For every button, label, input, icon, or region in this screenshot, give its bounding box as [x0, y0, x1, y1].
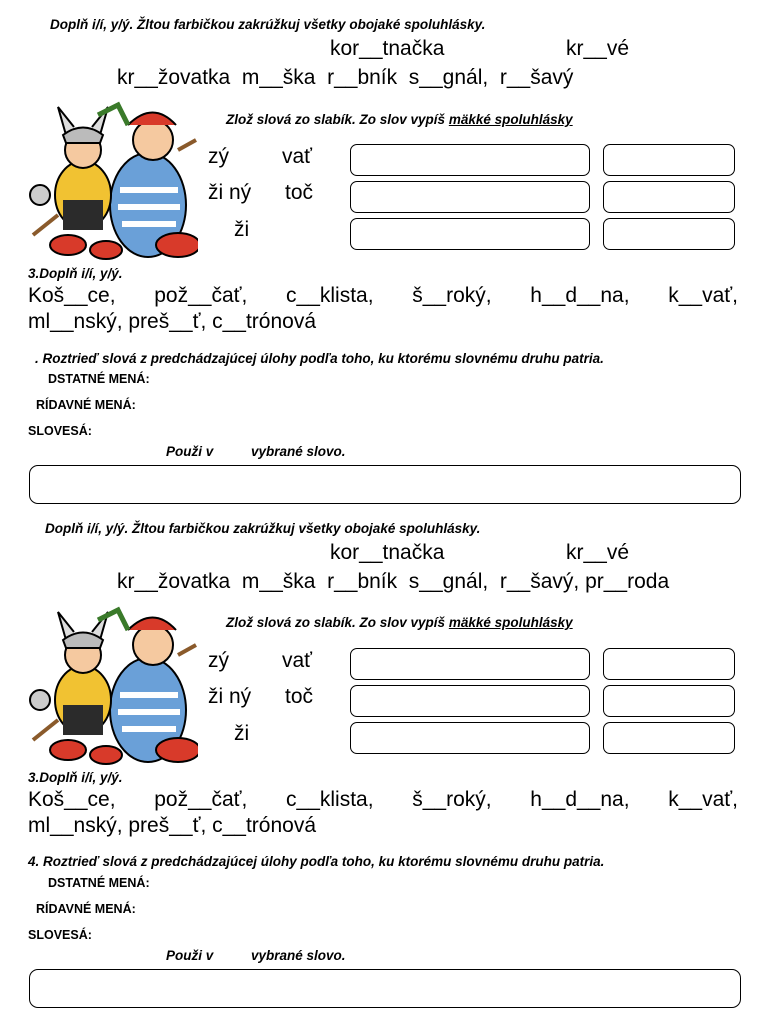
consonant-answer-box-2[interactable] [603, 181, 735, 213]
asterix-obelix-illustration [28, 600, 198, 770]
task4-instruction: 4. Roztrieď slová z predchádzajúcej úlohy podľa toho, ku ktorému slovnému druhu patria. [28, 854, 605, 869]
syllable-zi: ži [234, 218, 250, 241]
task3-word: k__vať, [668, 788, 738, 811]
syllable-ziny: ži ný [208, 685, 252, 708]
task3-line-2: ml__nský, preš__ť, c__trónová [28, 310, 317, 333]
task3-heading: 3.Doplň i/í, y/ý. [28, 770, 123, 785]
asterix-obelix-illustration [28, 95, 198, 265]
task1-word-line: kr__žovatka m__ška r__bník s__gnál, r__šavý [117, 66, 574, 89]
task1-word-kortnacka: kor__tnačka [330, 37, 445, 60]
task4-instruction: . Roztrieď slová z predchádzajúcej úlohy podľa toho, ku ktorému slovnému druhu patria. [35, 351, 604, 366]
verbs-label: SLOVESÁ: [28, 424, 92, 438]
use-word-instruction-prefix: Použi v [166, 948, 214, 963]
verbs-label: SLOVESÁ: [28, 928, 92, 942]
word-answer-box-2[interactable] [350, 685, 590, 717]
task3-word: š__roký, [412, 284, 492, 307]
syllable-zy: zý [208, 145, 229, 168]
consonant-answer-box-1[interactable] [603, 144, 735, 176]
consonant-answer-box-2[interactable] [603, 685, 735, 717]
use-word-instruction-suffix: vybrané slovo. [251, 948, 346, 963]
adjectives-label: RÍDAVNÉ MENÁ: [36, 398, 136, 412]
task3-word: Koš__ce, [28, 788, 116, 811]
task3-word: Koš__ce, [28, 284, 116, 307]
use-word-instruction-suffix: vybrané slovo. [251, 444, 346, 459]
syllable-toc: toč [285, 685, 314, 708]
task1-instruction: Doplň i/í, y/ý. Žltou farbičkou zakrúžkuj všetky obojaké spoluhlásky. [45, 521, 481, 536]
syllable-toc: toč [285, 181, 314, 204]
task1-word-krve: kr__vé [566, 541, 630, 564]
task3-heading: 3.Doplň i/í, y/ý. [28, 266, 123, 281]
task3-word: c__klista, [286, 284, 374, 307]
task3-line-2: ml__nský, preš__ť, c__trónová [28, 814, 317, 837]
word-answer-box-3[interactable] [350, 218, 590, 250]
consonant-answer-box-3[interactable] [603, 722, 735, 754]
nouns-label: DSTATNÉ MENÁ: [48, 372, 150, 386]
syllable-vat: vať [282, 649, 313, 672]
task1-instruction: Doplň i/í, y/ý. Žltou farbičkou zakrúžkuj všetky obojaké spoluhlásky. [50, 17, 486, 32]
word-answer-box-3[interactable] [350, 722, 590, 754]
task3-word: h__d__na, [530, 788, 630, 811]
task3-word: c__klista, [286, 788, 374, 811]
task1-word-line: kr__žovatka m__ška r__bník s__gnál, r__šavý, pr__roda [117, 570, 670, 593]
task3-word: k__vať, [668, 284, 738, 307]
nouns-label: DSTATNÉ MENÁ: [48, 876, 150, 890]
syllable-vat: vať [282, 145, 313, 168]
word-answer-box-1[interactable] [350, 648, 590, 680]
adjectives-label: RÍDAVNÉ MENÁ: [36, 902, 136, 916]
word-answer-box-2[interactable] [350, 181, 590, 213]
task3-line-1 [28, 284, 738, 308]
syllable-zi: ži [234, 722, 250, 745]
task2-instruction: Zlož slová zo slabík. Zo slov vypíš mäkké spoluhlásky [226, 112, 573, 127]
task3-word: pož__čať, [154, 284, 248, 307]
word-answer-box-1[interactable] [350, 144, 590, 176]
task2-instruction: Zlož slová zo slabík. Zo slov vypíš mäkké spoluhlásky [226, 615, 573, 630]
use-word-instruction-prefix: Použi v [166, 444, 214, 459]
task3-word: pož__čať, [154, 788, 248, 811]
syllable-zy: zý [208, 649, 229, 672]
sentence-answer-box[interactable] [29, 969, 741, 1008]
task3-line-1 [28, 788, 738, 812]
task3-word: š__roký, [412, 788, 492, 811]
task3-word: h__d__na, [530, 284, 630, 307]
consonant-answer-box-3[interactable] [603, 218, 735, 250]
task1-word-kortnacka: kor__tnačka [330, 541, 445, 564]
sentence-answer-box[interactable] [29, 465, 741, 504]
syllable-ziny: ži ný [208, 181, 252, 204]
task1-word-krve: kr__vé [566, 37, 630, 60]
consonant-answer-box-1[interactable] [603, 648, 735, 680]
